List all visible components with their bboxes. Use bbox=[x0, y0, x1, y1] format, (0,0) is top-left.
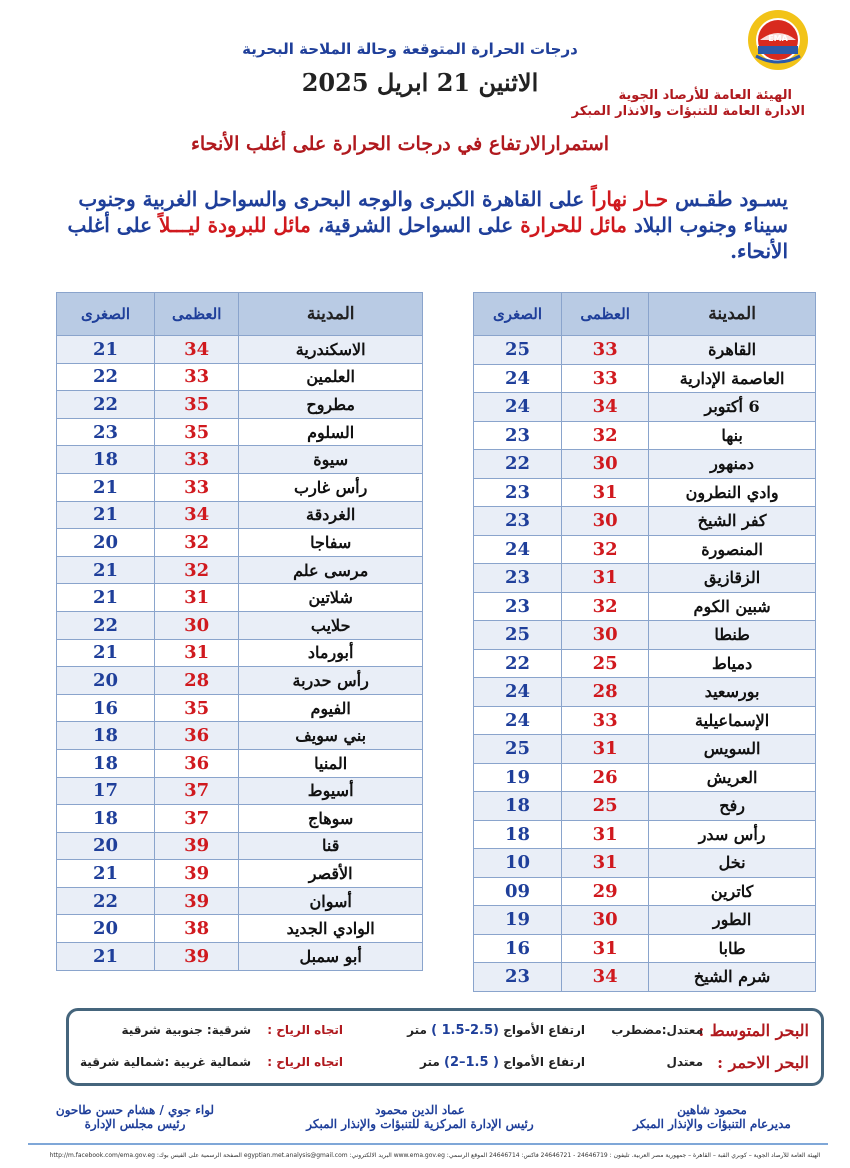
max-temp: 33 bbox=[562, 706, 649, 735]
min-temp: 21 bbox=[57, 556, 155, 584]
max-temp: 30 bbox=[562, 507, 649, 536]
city-name: سفاجا bbox=[239, 529, 423, 557]
wave-label: ارتفاع الأمواج bbox=[503, 1023, 585, 1037]
signature-name: محمود شاهين bbox=[677, 1103, 747, 1117]
max-temp: 38 bbox=[155, 915, 239, 943]
city-name: الزقازيق bbox=[649, 564, 816, 593]
min-temp: 23 bbox=[474, 963, 562, 992]
table-row bbox=[474, 336, 816, 365]
min-temp: 10 bbox=[474, 849, 562, 878]
table-row bbox=[57, 777, 423, 805]
sea-condition: معتدل:مضطرب bbox=[611, 1023, 703, 1037]
max-temp: 32 bbox=[562, 592, 649, 621]
table-row bbox=[57, 639, 423, 667]
city-name: كاترين bbox=[649, 877, 816, 906]
table-row bbox=[474, 421, 816, 450]
table-row bbox=[474, 649, 816, 678]
min-temp: 21 bbox=[57, 860, 155, 888]
city-name: سوهاج bbox=[239, 805, 423, 833]
city-name: طنطا bbox=[649, 621, 816, 650]
signature-name: عماد الدين محمود bbox=[375, 1103, 465, 1117]
city-name: بورسعيد bbox=[649, 678, 816, 707]
max-temp: 25 bbox=[562, 792, 649, 821]
city-name: الطور bbox=[649, 906, 816, 935]
table-row bbox=[474, 820, 816, 849]
min-temp: 21 bbox=[57, 473, 155, 501]
table-row bbox=[57, 418, 423, 446]
max-temp: 36 bbox=[155, 749, 239, 777]
table-row bbox=[57, 336, 423, 364]
max-temp: 34 bbox=[562, 963, 649, 992]
wind-value: شمالية غربية :شمالية شرقية bbox=[79, 1055, 251, 1069]
wind-label: اتجاه الرياح : bbox=[267, 1023, 343, 1037]
temperature-table-left bbox=[56, 292, 423, 971]
city-name: دمياط bbox=[649, 649, 816, 678]
table-row bbox=[57, 501, 423, 529]
table-row bbox=[474, 934, 816, 963]
max-temp: 30 bbox=[562, 621, 649, 650]
forecast-highlight-cool: مائل للبرودة ليـــلاً bbox=[158, 213, 311, 237]
max-temp: 37 bbox=[155, 777, 239, 805]
sea-state-box bbox=[66, 1008, 824, 1086]
min-temp: 24 bbox=[474, 393, 562, 422]
signature-chairman bbox=[50, 1103, 220, 1131]
header-max: العظمى bbox=[155, 293, 239, 336]
sea-condition: معتدل bbox=[666, 1055, 703, 1069]
table-row bbox=[57, 722, 423, 750]
city-name: رأس سدر bbox=[649, 820, 816, 849]
max-temp: 31 bbox=[562, 849, 649, 878]
min-temp: 23 bbox=[474, 592, 562, 621]
min-temp: 23 bbox=[474, 421, 562, 450]
table-row bbox=[474, 849, 816, 878]
wave-height bbox=[407, 1023, 585, 1038]
city-name: رأس حدربة bbox=[239, 667, 423, 695]
max-temp: 30 bbox=[155, 611, 239, 639]
min-temp: 16 bbox=[474, 934, 562, 963]
wind-label: اتجاه الرياح : bbox=[267, 1055, 343, 1069]
table-row bbox=[474, 535, 816, 564]
wave-label: ارتفاع الأمواج bbox=[503, 1055, 585, 1069]
min-temp: 20 bbox=[57, 667, 155, 695]
table-row bbox=[474, 735, 816, 764]
page-subtitle: درجات الحرارة المتوقعة وحالة الملاحة البحرية bbox=[242, 40, 578, 58]
table-row bbox=[474, 364, 816, 393]
min-temp: 22 bbox=[57, 887, 155, 915]
temperature-table-right bbox=[473, 292, 816, 992]
signature-name: لواء جوي / هشام حسن طاحون bbox=[55, 1103, 215, 1117]
max-temp: 35 bbox=[155, 418, 239, 446]
city-name: مرسى علم bbox=[239, 556, 423, 584]
table-row bbox=[57, 860, 423, 888]
max-temp: 31 bbox=[562, 478, 649, 507]
min-temp: 23 bbox=[474, 564, 562, 593]
min-temp: 18 bbox=[57, 805, 155, 833]
signature-central-admin bbox=[290, 1103, 550, 1131]
max-temp: 34 bbox=[155, 501, 239, 529]
table-row bbox=[474, 450, 816, 479]
max-temp: 32 bbox=[562, 421, 649, 450]
forecast-text: على القاهرة الكبرى والوجه البحرى والسواحل الغربية وجنوب سيناء وجنوب البلاد bbox=[78, 187, 788, 237]
min-temp: 09 bbox=[474, 877, 562, 906]
max-temp: 34 bbox=[155, 336, 239, 364]
max-temp: 33 bbox=[155, 363, 239, 391]
min-temp: 18 bbox=[57, 749, 155, 777]
header-max: العظمى bbox=[562, 293, 649, 336]
max-temp: 30 bbox=[562, 906, 649, 935]
table-row bbox=[57, 749, 423, 777]
table-row bbox=[474, 621, 816, 650]
min-temp: 23 bbox=[57, 418, 155, 446]
table-row bbox=[57, 694, 423, 722]
city-name: أبورماد bbox=[239, 639, 423, 667]
city-name: شبين الكوم bbox=[649, 592, 816, 621]
min-temp: 24 bbox=[474, 678, 562, 707]
city-name: الوادي الجديد bbox=[239, 915, 423, 943]
city-name: رأس غارب bbox=[239, 473, 423, 501]
max-temp: 34 bbox=[562, 393, 649, 422]
max-temp: 31 bbox=[562, 735, 649, 764]
city-name: طابا bbox=[649, 934, 816, 963]
headline: استمرارالارتفاع في درجات الحرارة على أغلب الأنحاء bbox=[190, 133, 610, 155]
city-name: الأقصر bbox=[239, 860, 423, 888]
sea-title: البحر الاحمر : bbox=[717, 1053, 809, 1072]
min-temp: 21 bbox=[57, 336, 155, 364]
table-row bbox=[474, 592, 816, 621]
ema-logo bbox=[742, 10, 814, 72]
table-row bbox=[57, 446, 423, 474]
table-row bbox=[57, 556, 423, 584]
city-name: السويس bbox=[649, 735, 816, 764]
min-temp: 22 bbox=[57, 391, 155, 419]
city-name: قنا bbox=[239, 832, 423, 860]
table-row bbox=[474, 678, 816, 707]
footer-contact: الهيئة العامة للأرصاد الجوية – كوبري القبة – القاهرة – جمهورية مصر العربية. تليفون : 24646719 - 24646721 فاكس: 24646714 الموقع الرسمي: www.ema.gov.eg البريد الالكتروني: egyptian.met.analysis@gmail.com الصفحة الرسمية على الفيس بوك: http://m.facebook.com/ema.gov.eg bbox=[49, 1152, 821, 1159]
min-temp: 22 bbox=[57, 363, 155, 391]
min-temp: 21 bbox=[57, 943, 155, 971]
min-temp: 24 bbox=[474, 535, 562, 564]
forecast-date: الاثنين 21 ابريل 2025 bbox=[301, 68, 539, 97]
table-row bbox=[57, 915, 423, 943]
city-name: أسيوط bbox=[239, 777, 423, 805]
city-name: حلايب bbox=[239, 611, 423, 639]
max-temp: 33 bbox=[155, 473, 239, 501]
min-temp: 25 bbox=[474, 735, 562, 764]
min-temp: 22 bbox=[474, 649, 562, 678]
min-temp: 23 bbox=[474, 507, 562, 536]
min-temp: 22 bbox=[474, 450, 562, 479]
table-row bbox=[474, 877, 816, 906]
table-row bbox=[474, 706, 816, 735]
max-temp: 28 bbox=[562, 678, 649, 707]
min-temp: 21 bbox=[57, 584, 155, 612]
city-name: رفح bbox=[649, 792, 816, 821]
max-temp: 33 bbox=[562, 336, 649, 365]
sea-row-red-sea bbox=[69, 1053, 821, 1077]
city-name: شلاتين bbox=[239, 584, 423, 612]
min-temp: 20 bbox=[57, 832, 155, 860]
forecast-text: على أغلب الأنحاء. bbox=[67, 213, 788, 263]
wave-value: ( 1.5–2) bbox=[444, 1055, 499, 1070]
table-row bbox=[57, 584, 423, 612]
city-name: بني سويف bbox=[239, 722, 423, 750]
city-name: الغردقة bbox=[239, 501, 423, 529]
max-temp: 28 bbox=[155, 667, 239, 695]
header-min: الصغرى bbox=[57, 293, 155, 336]
table-row bbox=[57, 667, 423, 695]
min-temp: 18 bbox=[57, 722, 155, 750]
max-temp: 31 bbox=[155, 639, 239, 667]
city-name: القاهرة bbox=[649, 336, 816, 365]
forecast-text: يسـود طقـس bbox=[668, 187, 788, 211]
max-temp: 39 bbox=[155, 943, 239, 971]
forecast-paragraph bbox=[60, 186, 788, 264]
city-name: العريش bbox=[649, 763, 816, 792]
max-temp: 33 bbox=[155, 446, 239, 474]
max-temp: 32 bbox=[155, 529, 239, 557]
min-temp: 21 bbox=[57, 501, 155, 529]
min-temp: 24 bbox=[474, 364, 562, 393]
min-temp: 19 bbox=[474, 763, 562, 792]
wave-unit: متر bbox=[420, 1055, 440, 1069]
min-temp: 18 bbox=[57, 446, 155, 474]
max-temp: 30 bbox=[562, 450, 649, 479]
logo-text: EMA bbox=[768, 34, 788, 43]
sea-row-mediterranean bbox=[69, 1021, 821, 1045]
city-name: بنها bbox=[649, 421, 816, 450]
signature-title: رئيس مجلس الإدارة bbox=[84, 1117, 186, 1131]
city-name: الفيوم bbox=[239, 694, 423, 722]
table-row bbox=[57, 473, 423, 501]
forecast-highlight-hot: حـار نهاراً bbox=[591, 187, 669, 211]
city-name: الإسماعيلية bbox=[649, 706, 816, 735]
city-name: أبو سمبل bbox=[239, 943, 423, 971]
table-row bbox=[57, 363, 423, 391]
min-temp: 19 bbox=[474, 906, 562, 935]
min-temp: 20 bbox=[57, 529, 155, 557]
header-city: المدينة bbox=[239, 293, 423, 336]
city-name: 6 أكتوبر bbox=[649, 393, 816, 422]
max-temp: 26 bbox=[562, 763, 649, 792]
table-row bbox=[57, 832, 423, 860]
city-name: أسوان bbox=[239, 887, 423, 915]
city-name: شرم الشيخ bbox=[649, 963, 816, 992]
max-temp: 31 bbox=[562, 564, 649, 593]
max-temp: 25 bbox=[562, 649, 649, 678]
city-name: مطروح bbox=[239, 391, 423, 419]
max-temp: 29 bbox=[562, 877, 649, 906]
max-temp: 39 bbox=[155, 860, 239, 888]
city-name: السلوم bbox=[239, 418, 423, 446]
city-name: دمنهور bbox=[649, 450, 816, 479]
max-temp: 31 bbox=[562, 820, 649, 849]
max-temp: 35 bbox=[155, 391, 239, 419]
min-temp: 18 bbox=[474, 820, 562, 849]
city-name: كفر الشيخ bbox=[649, 507, 816, 536]
wave-height bbox=[420, 1055, 585, 1070]
min-temp: 22 bbox=[57, 611, 155, 639]
signature-forecast-director bbox=[612, 1103, 812, 1131]
table-row bbox=[474, 478, 816, 507]
forecast-text: على السواحل الشرقية، bbox=[310, 213, 521, 237]
max-temp: 33 bbox=[562, 364, 649, 393]
table-row bbox=[57, 887, 423, 915]
table-row bbox=[474, 792, 816, 821]
table-row bbox=[474, 763, 816, 792]
wave-value: (2.5-1.5 ) bbox=[431, 1023, 499, 1038]
city-name: وادي النطرون bbox=[649, 478, 816, 507]
header-city: المدينة bbox=[649, 293, 816, 336]
table-row bbox=[57, 529, 423, 557]
org-department: الادارة العامة للتنبؤات والانذار المبكر bbox=[571, 104, 805, 119]
signature-title: رئيس الإدارة المركزية للتنبؤات والإنذار المبكر bbox=[306, 1117, 534, 1131]
sea-title: البحر المتوسط : bbox=[698, 1021, 809, 1040]
wave-unit: متر bbox=[407, 1023, 427, 1037]
city-name: نخل bbox=[649, 849, 816, 878]
min-temp: 24 bbox=[474, 706, 562, 735]
min-temp: 16 bbox=[57, 694, 155, 722]
min-temp: 20 bbox=[57, 915, 155, 943]
min-temp: 25 bbox=[474, 621, 562, 650]
max-temp: 31 bbox=[562, 934, 649, 963]
table-row bbox=[474, 963, 816, 992]
max-temp: 32 bbox=[562, 535, 649, 564]
table-row bbox=[474, 393, 816, 422]
max-temp: 37 bbox=[155, 805, 239, 833]
table-row bbox=[57, 611, 423, 639]
table-row bbox=[57, 943, 423, 971]
city-name: المنصورة bbox=[649, 535, 816, 564]
min-temp: 18 bbox=[474, 792, 562, 821]
wind-value: شرقية: جنوبية شرقية bbox=[121, 1023, 251, 1037]
city-name: المنيا bbox=[239, 749, 423, 777]
city-name: العلمين bbox=[239, 363, 423, 391]
org-name: الهيئة العامة للأرصاد الجوية bbox=[618, 88, 792, 103]
header-min: الصغرى bbox=[474, 293, 562, 336]
min-temp: 21 bbox=[57, 639, 155, 667]
footer-divider bbox=[28, 1143, 828, 1145]
table-row bbox=[57, 805, 423, 833]
max-temp: 35 bbox=[155, 694, 239, 722]
max-temp: 31 bbox=[155, 584, 239, 612]
max-temp: 32 bbox=[155, 556, 239, 584]
table-row bbox=[474, 906, 816, 935]
max-temp: 39 bbox=[155, 887, 239, 915]
city-name: سيوة bbox=[239, 446, 423, 474]
city-name: الاسكندرية bbox=[239, 336, 423, 364]
max-temp: 39 bbox=[155, 832, 239, 860]
min-temp: 23 bbox=[474, 478, 562, 507]
signature-title: مديرعام التنبؤات والإنذار المبكر bbox=[633, 1117, 791, 1131]
max-temp: 36 bbox=[155, 722, 239, 750]
city-name: العاصمة الإدارية bbox=[649, 364, 816, 393]
forecast-highlight-warm: مائل للحرارة bbox=[520, 213, 628, 237]
table-row bbox=[57, 391, 423, 419]
min-temp: 17 bbox=[57, 777, 155, 805]
table-row bbox=[474, 564, 816, 593]
min-temp: 25 bbox=[474, 336, 562, 365]
table-row bbox=[474, 507, 816, 536]
